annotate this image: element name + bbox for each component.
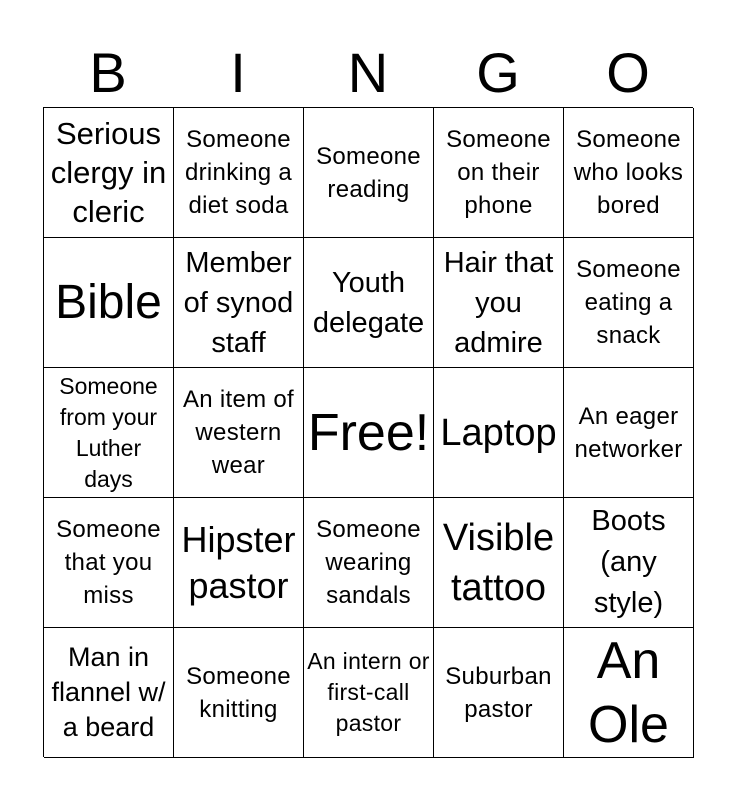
cell-label: Serious clergy in cleric xyxy=(50,116,167,229)
bingo-cell[interactable] xyxy=(174,498,304,628)
cell-label: Someone reading xyxy=(316,142,421,203)
cell-label: Bible xyxy=(55,275,162,329)
bingo-cell[interactable] xyxy=(564,238,694,368)
bingo-cell[interactable] xyxy=(174,238,304,368)
bingo-cell[interactable] xyxy=(434,498,564,628)
cell-label: Hair that you admire xyxy=(443,246,554,359)
cell-label: An Ole xyxy=(588,631,669,754)
cell-label: Someone who looks bored xyxy=(573,126,684,219)
bingo-cell[interactable] xyxy=(44,498,174,628)
header-letter-i: I xyxy=(230,41,246,104)
cell-label: Man in flannel w/ a beard xyxy=(51,642,166,742)
header-letter-n: N xyxy=(347,41,389,104)
cell-label: Someone knitting xyxy=(186,662,291,723)
bingo-cell[interactable] xyxy=(434,628,564,758)
cell-label: Someone wearing sandals xyxy=(316,516,421,609)
bingo-cell[interactable] xyxy=(174,628,304,758)
cell-label: An item of western wear xyxy=(182,386,295,479)
free-space-label: Free! xyxy=(307,403,430,462)
bingo-cell[interactable] xyxy=(304,498,434,628)
cell-label: Visible tattoo xyxy=(442,516,555,609)
cell-label: Someone on their phone xyxy=(446,126,551,219)
bingo-board xyxy=(43,107,693,757)
header-letter-b: B xyxy=(89,41,127,104)
cell-label: Someone from your Luther days xyxy=(59,372,158,492)
bingo-cell[interactable] xyxy=(44,368,174,498)
cell-label: Boots (any style) xyxy=(591,505,666,619)
cell-label: Someone that you miss xyxy=(56,516,161,609)
bingo-cell[interactable] xyxy=(44,238,174,368)
cell-label: An eager networker xyxy=(574,402,683,463)
bingo-header xyxy=(43,38,693,108)
cell-label: Laptop xyxy=(440,411,557,454)
bingo-cell[interactable] xyxy=(564,368,694,498)
bingo-cell[interactable] xyxy=(564,108,694,238)
cell-label: Hipster pastor xyxy=(181,518,296,606)
bingo-cell[interactable] xyxy=(564,498,694,628)
header-letter-g: G xyxy=(476,41,520,104)
bingo-cell[interactable] xyxy=(174,368,304,498)
cell-label: An intern or first-call pastor xyxy=(307,648,430,736)
bingo-cell[interactable] xyxy=(304,628,434,758)
bingo-cell[interactable] xyxy=(434,108,564,238)
bingo-cell[interactable] xyxy=(434,238,564,368)
header-letter-o: O xyxy=(606,41,650,104)
bingo-cell[interactable] xyxy=(174,108,304,238)
cell-label: Youth delegate xyxy=(312,266,425,339)
bingo-cell[interactable] xyxy=(304,238,434,368)
bingo-cell[interactable] xyxy=(434,368,564,498)
bingo-cell[interactable] xyxy=(304,108,434,238)
bingo-cell[interactable] xyxy=(564,628,694,758)
bingo-cell[interactable] xyxy=(44,628,174,758)
cell-label: Someone eating a snack xyxy=(576,256,681,349)
cell-label: Member of synod staff xyxy=(183,246,294,359)
bingo-cell[interactable] xyxy=(44,108,174,238)
cell-label: Suburban pastor xyxy=(445,662,552,723)
cell-label: Someone drinking a diet soda xyxy=(184,126,293,219)
bingo-cell[interactable] xyxy=(304,368,434,498)
